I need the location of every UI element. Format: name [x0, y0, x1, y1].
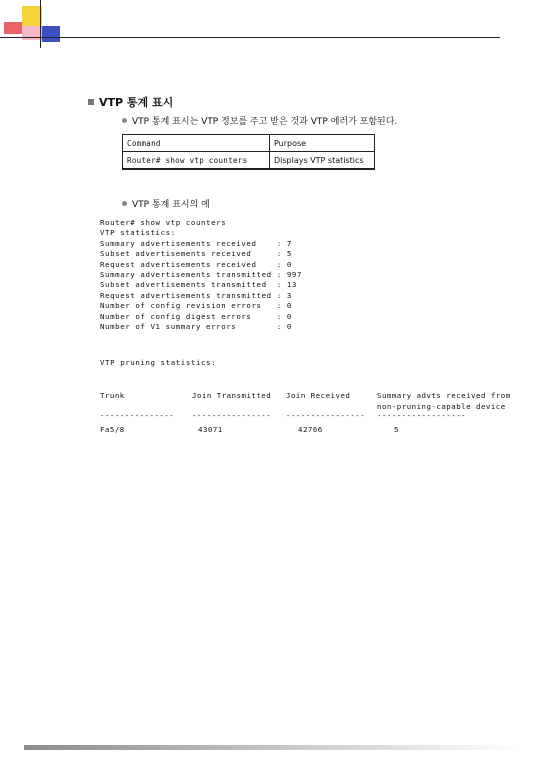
pruning-cell-summary-advts: 5 — [394, 425, 399, 434]
pruning-dash: ---------------- — [192, 411, 272, 420]
table-header-cell: Purpose — [270, 135, 375, 152]
pruning-header-summary-advts: Summary advts received from — [377, 391, 511, 400]
bullet-item-example — [122, 197, 210, 210]
cli-stat-line: Summary advertisements transmitted : 997 — [100, 270, 302, 280]
table-row — [123, 152, 375, 170]
pruning-header-join-transmitted: Join Transmitted — [192, 391, 272, 400]
cli-stat-line: Number of config revision errors : 0 — [100, 301, 292, 311]
pruning-dash: --------------- — [100, 411, 175, 420]
pruning-cell-join-transmitted: 43071 — [198, 425, 223, 434]
table-cell-purpose: Displays VTP statistics — [270, 152, 375, 170]
cli-stat-line: Request advertisements transmitted : 3 — [100, 290, 292, 300]
bullet-text: VTP 통계 표시는 VTP 정보를 주고 받은 것과 VTP 에러가 포함된다. — [132, 117, 398, 127]
header-horizontal-rule — [0, 37, 500, 38]
logo-square-yellow — [22, 6, 42, 26]
cli-stat-line: Number of V1 summary errors : 0 — [100, 322, 292, 332]
pruning-cell-trunk: Fa5/8 — [100, 425, 125, 434]
page-title: VTP 통계 표시 — [99, 96, 174, 109]
logo-square-red — [4, 22, 22, 34]
table-header-cell: Command — [123, 135, 270, 152]
round-bullet-icon — [122, 118, 127, 123]
logo-square-blue — [42, 26, 60, 42]
cli-prompt-line: Router# show vtp counters — [100, 218, 227, 227]
bullet-text: VTP 통계 표시의 예 — [132, 200, 210, 210]
pruning-dash: ---------------- — [286, 411, 366, 420]
square-bullet-icon — [88, 99, 94, 105]
header-vertical-rule — [40, 0, 41, 48]
footer-gradient-bar — [24, 745, 520, 750]
pruning-dash: ------------------ — [377, 411, 467, 420]
cli-stat-line: Number of config digest errors : 0 — [100, 311, 292, 321]
pruning-header-non-pruning: non-pruning-capable device — [377, 402, 506, 411]
command-table — [122, 134, 375, 170]
table-cell-command: Router# show vtp counters — [123, 152, 270, 170]
table-header-row — [123, 135, 375, 152]
cli-output — [100, 218, 302, 332]
bullet-item-description — [122, 114, 397, 127]
cli-stat-line: Subset advertisements transmitted : 13 — [100, 280, 297, 290]
pruning-cell-join-received: 42766 — [298, 425, 323, 434]
cli-stats-header: VTP statistics: — [100, 228, 176, 238]
cli-stat-line: Request advertisements received : 0 — [100, 259, 292, 269]
cli-pruning-header: VTP pruning statistics: — [100, 358, 217, 367]
pruning-header-join-received: Join Received — [286, 391, 351, 400]
round-bullet-icon — [122, 201, 127, 206]
pruning-header-trunk: Trunk — [100, 391, 125, 400]
cli-stat-line: Subset advertisements received : 5 — [100, 249, 292, 259]
cli-stat-line: Summary advertisements received : 7 — [100, 238, 292, 248]
section-heading — [88, 94, 173, 110]
